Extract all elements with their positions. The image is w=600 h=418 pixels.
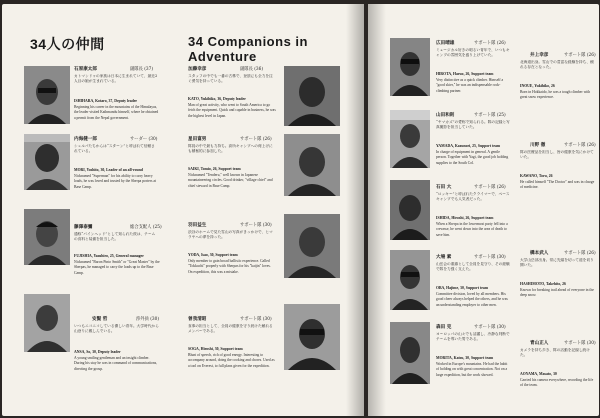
member-bio-jp: “ヤマカズ”の愛称で知られる。隊の記録と写真撮影を担当していた。	[436, 120, 510, 130]
member-name-en: ISHIHARA, Kotaro, 37, Deputy leader	[74, 99, 138, 103]
member-name-en: INOUE, Yukihiko, 26	[520, 84, 555, 88]
right-page	[368, 4, 599, 416]
member-name-jp: 羽田益生	[188, 223, 207, 228]
member-photo	[284, 304, 340, 370]
member-photo	[24, 134, 70, 190]
member-bio-en: Committee division, loved by all members. His good cheer always helped the others, and he was an understanding employer to other men.	[436, 292, 508, 307]
member-bio-jp: 食事の担当として、全員の健康を守り続けた頼れるメンバーである。	[188, 324, 273, 334]
member-role-jp: サポート隊 (26)	[474, 185, 506, 190]
member-name-en: AOYAMA, Masato, 30	[520, 372, 557, 376]
member-bio-jp: ヨーロッパの山々でも活躍し、冷静な判断でチームを導いた男である。	[436, 332, 510, 342]
member-name-jp: 川野 徹	[530, 143, 546, 148]
member-bio-jp: “ロッキー”と呼ばれたクライマーで、ベースキャンプでも人気者だった。	[436, 192, 510, 202]
member-photo	[284, 214, 340, 278]
member-bio-jp: 渋谷のホームで見た雪山の写真がきっかけで、ヒマラヤへの夢を持った。	[188, 230, 273, 240]
member-name-en: FUJISHIA, Yasuhiro, 25, General manager	[74, 254, 144, 258]
member-role-jp: サポート隊 (26)	[564, 143, 596, 148]
member-role-jp: 総合支配人 (25)	[130, 225, 162, 230]
member-bio-en: He called himself "The Doctor" and was in charge of medicine.	[520, 180, 595, 190]
member-bio-en: Nicknamed "Superman" for his ability to carry heavy loads, he was loved and trusted by the Sherpa porters at Base Camp.	[74, 174, 157, 189]
member-photo	[390, 250, 430, 310]
member-name-en: ANSA, So, 30, Deputy leader	[74, 350, 121, 354]
member-role-jp: サーダー (30)	[130, 137, 158, 142]
member-name-jp: 加藤幸彦	[188, 67, 207, 72]
member-bio-jp: 大学山岳部出身。常に先頭を切って道を切り開いた。	[520, 258, 594, 268]
member-role-jp: サポート隊 (30)	[240, 223, 272, 228]
member-name-en: ISHIDA, Hiroshi, 26, Support team	[436, 216, 494, 220]
section-title-en: 34 Companions in Adventure	[188, 34, 308, 64]
member-bio-jp: 隊員の中で最も力持ち。高所キャンプへの荷上げにも積極的に参加した。	[188, 144, 273, 154]
member-bio-en: Carried his camera everywhere, recording the life of the team.	[520, 378, 594, 388]
member-photo	[390, 38, 430, 96]
member-role-jp: 副隊長 (37)	[130, 67, 154, 72]
member-role-jp: サポート隊 (25)	[474, 113, 506, 118]
member-name-en: SAIKI, Tomio, 26, Support team	[188, 167, 241, 171]
member-bio-en: Nicknamed "Baron Pinto Smith" or "Great Master" by the Sherpas, he managed to carry the loads up to the Base Camp.	[74, 260, 160, 275]
member-bio-jp: 通称“パインヘッド”として知られた彼は、チームの食料と装備を担当した。	[74, 232, 156, 242]
member-name-en: KATO, Yukihiko, 36, Deputy leader	[188, 97, 246, 101]
member-role-jp: サポート隊 (30)	[240, 317, 272, 322]
member-bio-jp: シェルパたちからは“スターン”と呼ばれて信頼されている。	[74, 144, 155, 154]
member-name-en: KAWANO, Toru, 26	[520, 174, 553, 178]
section-title-jp: 34人の仲間	[30, 36, 105, 52]
member-bio-jp: カトマンドゥの家族は日本に生まれていて、最近2人目の娘が生まれている。	[74, 74, 158, 84]
member-name-jp: 広田晴雄	[436, 41, 455, 46]
member-name-jp: 石田 大	[436, 185, 452, 190]
member-role-jp: サポート隊 (30)	[564, 341, 596, 346]
member-role-jp: サポート隊 (26)	[564, 53, 596, 58]
member-name-en: MORITA, Katsu, 30, Support team	[436, 356, 494, 360]
member-name-en: OBA, Hajime, 30, Support team	[436, 286, 488, 290]
member-bio-en: Beginning his career in the mountains of the Himalayas, the leader visited Kathmandu himself, where he obtained a permit from the Nepal government.	[74, 105, 159, 120]
member-role-jp: サポート隊 (26)	[474, 41, 506, 46]
member-photo	[390, 110, 430, 168]
member-role-jp: サポート隊 (26)	[240, 137, 272, 142]
left-page	[2, 4, 364, 416]
member-bio-jp: 山岳会の重鎮として全員を見守り、その経験で隊を力強く支えた。	[436, 262, 510, 272]
member-photo	[24, 294, 70, 352]
member-bio-en: In charge of equipment in general. A gentle person. Together with Yagi, the good job holding supplies to the South Col.	[436, 150, 509, 165]
member-role-jp: 副隊長 (36)	[240, 67, 264, 72]
member-name-jp: 森田 克	[436, 325, 452, 330]
member-name-en: YODA, Isao, 30, Support team	[188, 253, 238, 257]
member-photo	[390, 322, 430, 384]
member-bio-en: When a Sherpa in the lowermost party fell into a crevasse, he went down into the area of death to save him.	[436, 222, 508, 237]
member-role-jp: 渉外員 (30)	[136, 317, 160, 322]
member-name-jp: 安賢 哲	[92, 317, 108, 322]
member-bio-en: Very distinctive as a quick climber. Himself a "good skier," he was an indispensable rock-climbing partner.	[436, 78, 504, 93]
member-bio-jp: いつもニコニコしている優しい青年。大学時代から山登りに親しんでいる。	[74, 324, 159, 334]
member-name-jp: 星田富男	[188, 137, 207, 142]
member-bio-en: Born in Hokkaido, he was a tough climber with great snow experience.	[520, 90, 591, 100]
gutter-shadow	[346, 4, 364, 416]
member-name-en: HASHIMOTO, Takehito, 26	[520, 282, 566, 286]
member-role-jp: サポート隊 (26)	[564, 251, 596, 256]
member-photo	[24, 66, 70, 124]
member-name-jp: 内海健一郎	[74, 137, 97, 142]
member-name-en: SOGA, Hiroshi, 30, Support team	[188, 347, 243, 351]
member-bio-jp: 北海道出身。雪山での豊富な経験を持ち、頼れる存在となった。	[520, 60, 594, 70]
member-name-jp: 橋本武人	[530, 251, 549, 256]
member-name-en: MORI, Yoshito, 30, Leader of an all-round	[74, 168, 143, 172]
member-name-jp: 藤澤泰彌	[74, 225, 93, 230]
member-bio-jp: スタッフの中でも一番の古株で、登頂にも全力を注ぐ勇気を持っている。	[188, 74, 273, 84]
member-bio-en: Known for breaking trail ahead of everyone in the deep snow.	[520, 288, 594, 298]
member-name-en: HIROTA, Haruo, 26, Support team	[436, 72, 494, 76]
member-photo	[284, 66, 340, 126]
member-bio-en: A young smiling gentleman and an insight climber. During his stay he was in command of communications, directing the group.	[74, 356, 158, 371]
member-bio-en: Blunt of speech, rich of good energy. Interesting to accompany around, doing the cooking and chores. Used as a tool on Everest, to full plans given for the expedition.	[188, 353, 275, 368]
member-name-jp: 石原康太郎	[74, 67, 97, 72]
member-name-jp: 青山正人	[530, 341, 549, 346]
member-bio-jp: カメラを持ち歩き、隊の活動を記録し続けた。	[520, 348, 590, 358]
member-bio-en: Man of great activity, who went to South America to go fetch the equipment. Quick and capable in business, he was the highest level in Japan.	[188, 103, 276, 118]
member-bio-en: Only member to gain broad ballistic experience. Called "Tokkuchi" properly with Sherpas for his "kaijin" loves. On expedition, this was a mistake.	[188, 259, 271, 274]
gutter-shadow	[368, 4, 386, 416]
member-name-jp: 大場 素	[436, 255, 452, 260]
member-bio-en: Worked in Europe's mountains. He had the habit of holding on with great concentration. Not on a large expedition, but the work showed.	[436, 362, 508, 377]
member-name-en: YAMADA, Kazunori, 25, Support team	[436, 144, 501, 148]
member-role-jp: サポート隊 (30)	[474, 255, 506, 260]
member-name-jp: 井上幸彦	[530, 53, 549, 58]
member-role-jp: サポート隊 (30)	[474, 325, 506, 330]
member-photo	[390, 180, 430, 240]
member-name-jp: 曽我清昭	[188, 317, 207, 322]
member-photo	[284, 134, 340, 196]
member-photo	[24, 209, 70, 265]
member-bio-en: Nicknamed "Tenderu," well known in Japanese mountaineering circles. Good drinker, "village chief" and chief steward in Base Camp.	[188, 173, 273, 188]
member-name-jp: 山田和則	[436, 113, 455, 118]
member-bio-jp: ミュージカル好きの明るい青年で、いつもキャンプの雰囲気を盛り上げていた。	[436, 48, 510, 58]
member-bio-jp: 隊の医療品を担当し、皆の健康を気にかけていた。	[520, 150, 594, 160]
